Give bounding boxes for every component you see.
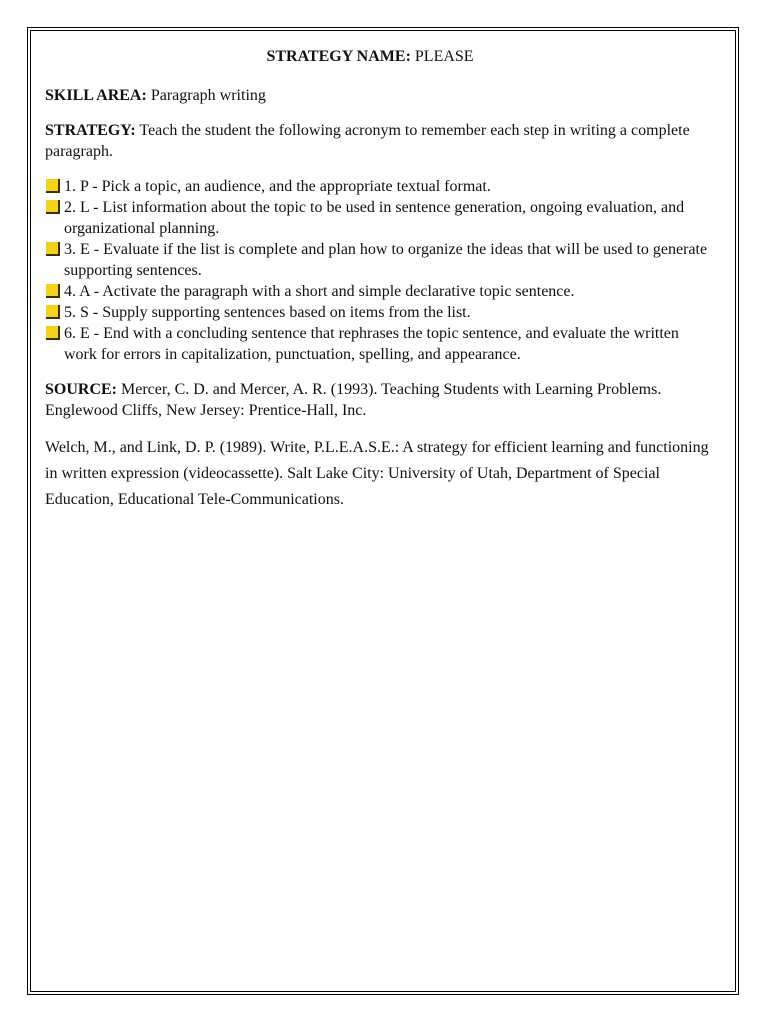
list-item	[45, 176, 715, 197]
secondary-reference: Welch, M., and Link, D. P. (1989). Write, P.L.E.A.S.E.: A strategy for efficient learning and functioning in written expression (videocassette). Salt Lake City: University of Utah, Department of Special Education, Educational Tele-Communications.	[45, 439, 709, 508]
strategy-name-heading	[45, 46, 695, 67]
strategy-label: STRATEGY:	[45, 122, 136, 139]
document-body	[45, 46, 735, 513]
checkbox-icon[interactable]	[46, 200, 60, 214]
list-item	[45, 239, 715, 281]
source-text: Mercer, C. D. and Mercer, A. R. (1993). Teaching Students with Learning Problems. Englewood Cliffs, New Jersey: Prentice-Hall, Inc.	[45, 381, 662, 419]
step-text: 2. L - List information about the topic to be used in sentence generation, ongoing evaluation, and organizational planning.	[64, 199, 685, 237]
checkbox-icon[interactable]	[46, 326, 60, 340]
step-list	[45, 176, 715, 365]
skill-area	[45, 85, 715, 106]
source-label: SOURCE:	[45, 381, 118, 398]
skill-area-label: SKILL AREA:	[45, 87, 147, 104]
list-item	[45, 302, 715, 323]
list-item	[45, 197, 715, 239]
step-text: 5. S - Supply supporting sentences based on items from the list.	[64, 304, 471, 321]
strategy-description	[45, 120, 715, 162]
step-text: 4. A - Activate the paragraph with a short and simple declarative topic sentence.	[64, 283, 575, 300]
checkbox-icon[interactable]	[46, 284, 60, 298]
strategy-name-value: PLEASE	[414, 48, 474, 65]
strategy-name-label: STRATEGY NAME:	[266, 48, 411, 65]
skill-area-value: Paragraph writing	[150, 87, 266, 104]
strategy-text: Teach the student the following acronym to remember each step in writing a complete paragraph.	[45, 122, 690, 160]
checkbox-icon[interactable]	[46, 242, 60, 256]
list-item	[45, 281, 715, 302]
step-text: 6. E - End with a concluding sentence that rephrases the topic sentence, and evaluate the written work for errors in capitalization, punctuation, spelling, and appearance.	[64, 325, 679, 363]
step-text: 1. P - Pick a topic, an audience, and the appropriate textual format.	[64, 178, 491, 195]
step-text: 3. E - Evaluate if the list is complete and plan how to organize the ideas that will be used to generate supporting sentences.	[64, 241, 708, 279]
checkbox-icon[interactable]	[46, 179, 60, 193]
list-item	[45, 323, 715, 365]
checkbox-icon[interactable]	[46, 305, 60, 319]
source-citation	[45, 379, 715, 421]
